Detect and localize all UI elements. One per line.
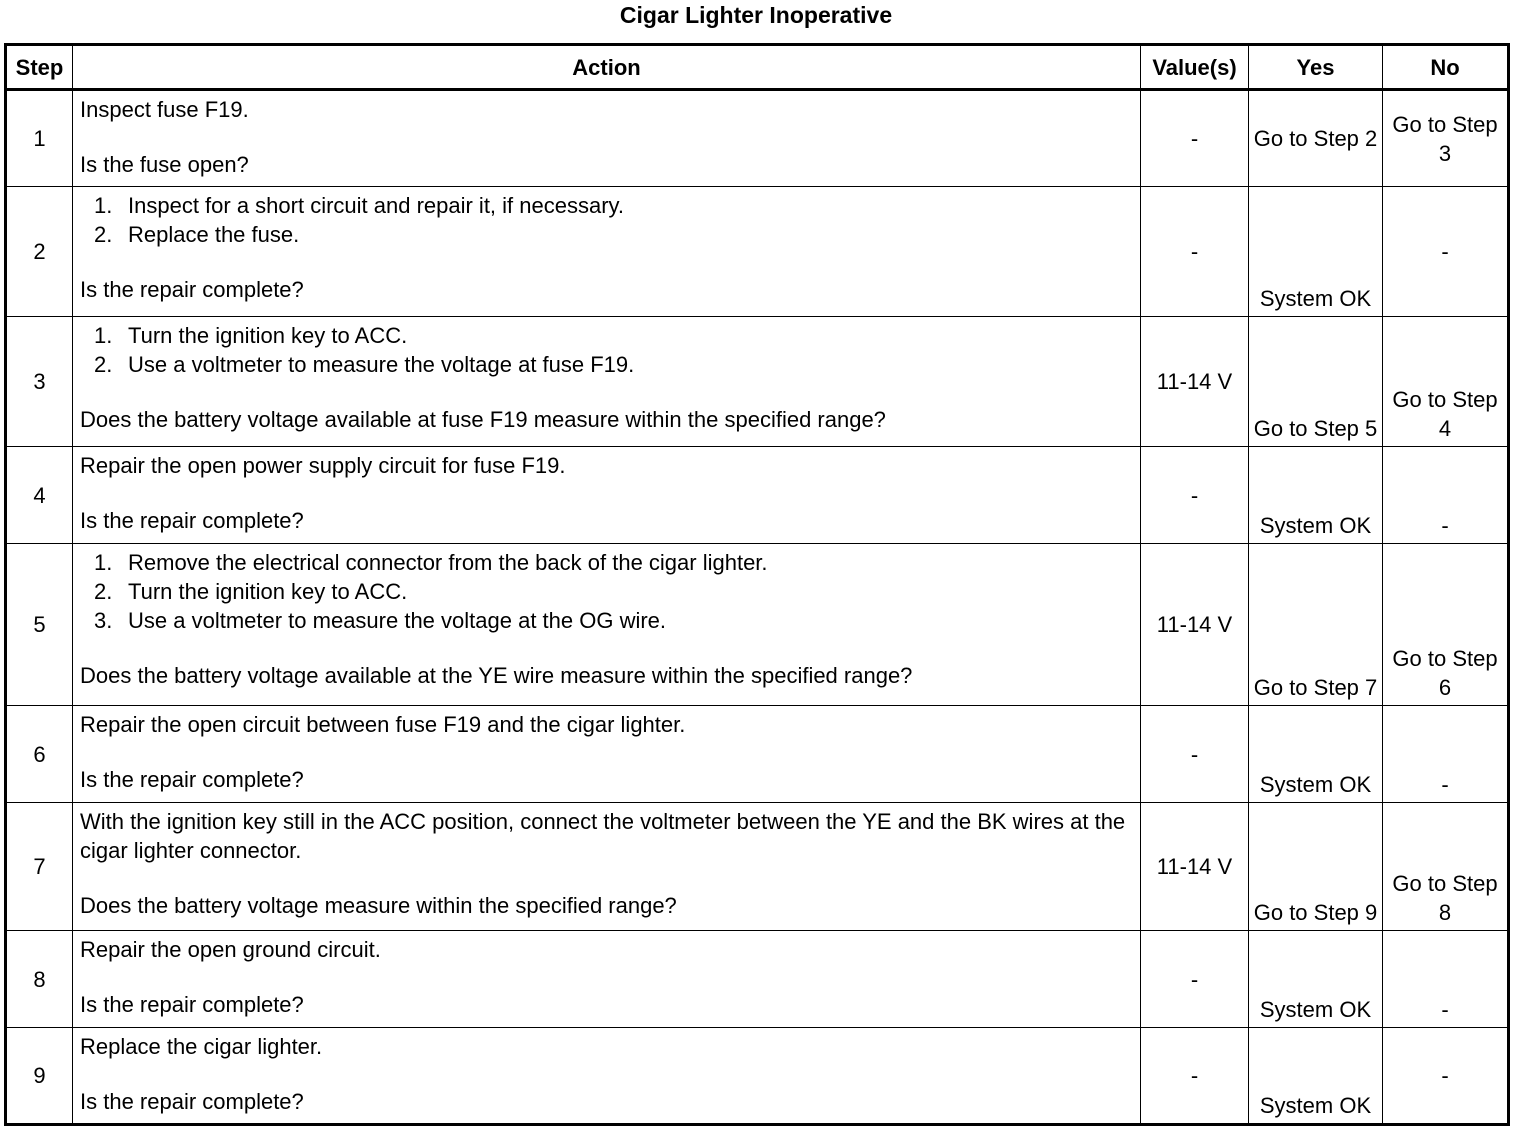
action-question: Is the repair complete? [80, 508, 304, 533]
action-cell [73, 803, 1141, 931]
step-cell: 6 [6, 706, 73, 803]
no-cell: - [1383, 1028, 1509, 1125]
action-question: Is the repair complete? [80, 277, 304, 302]
action-list-item [80, 191, 1134, 220]
no-cell: - [1383, 447, 1509, 544]
value-cell: - [1141, 1028, 1249, 1125]
yes-cell: Go to Step 7 [1249, 544, 1383, 706]
step-cell: 1 [6, 90, 73, 187]
action-step-list [80, 548, 1134, 635]
list-number: 3. [94, 608, 113, 633]
action-question: Is the fuse open? [80, 152, 249, 177]
header-no: No [1383, 45, 1509, 90]
action-cell [73, 544, 1141, 706]
diagnostic-table [4, 43, 1510, 1126]
step-cell: 2 [6, 187, 73, 317]
table-row [6, 931, 1509, 1028]
value-cell: 11-14 V [1141, 803, 1249, 931]
table-row [6, 317, 1509, 447]
header-yes: Yes [1249, 45, 1383, 90]
action-step-list [80, 321, 1134, 379]
step-cell: 5 [6, 544, 73, 706]
list-item-text: Turn the ignition key to ACC. [128, 579, 408, 604]
no-cell: - [1383, 187, 1509, 317]
yes-cell: System OK [1249, 706, 1383, 803]
list-number: 1. [94, 323, 113, 348]
table-row [6, 1028, 1509, 1125]
action-list-item [80, 577, 1134, 606]
action-list-item [80, 606, 1134, 635]
action-cell [73, 447, 1141, 544]
value-cell: 11-14 V [1141, 317, 1249, 447]
yes-cell: Go to Step 2 [1249, 90, 1383, 187]
no-cell: - [1383, 931, 1509, 1028]
no-cell: Go to Step 8 [1383, 803, 1509, 931]
action-list-item [80, 321, 1134, 350]
action-step-list [80, 191, 1134, 249]
yes-cell: Go to Step 5 [1249, 317, 1383, 447]
action-text: Repair the open circuit between fuse F19 and the cigar lighter. [80, 712, 686, 737]
no-cell: Go to Step 3 [1383, 90, 1509, 187]
action-text: Inspect fuse F19. [80, 97, 249, 122]
list-number: 2. [94, 352, 113, 377]
action-question: Is the repair complete? [80, 767, 304, 792]
action-question: Is the repair complete? [80, 1089, 304, 1114]
action-cell [73, 187, 1141, 317]
table-body [6, 90, 1509, 1125]
action-question: Does the battery voltage measure within the specified range? [80, 893, 677, 918]
value-cell: - [1141, 90, 1249, 187]
table-row [6, 706, 1509, 803]
action-text: With the ignition key still in the ACC position, connect the voltmeter between the YE and the BK wires at the cigar lighter connector. [80, 809, 1126, 863]
yes-cell: System OK [1249, 447, 1383, 544]
list-item-text: Replace the fuse. [128, 222, 300, 247]
header-row [6, 45, 1509, 90]
action-list-item [80, 548, 1134, 577]
action-cell [73, 90, 1141, 187]
no-cell: - [1383, 706, 1509, 803]
action-question: Does the battery voltage available at fuse F19 measure within the specified range? [80, 407, 886, 432]
value-cell: - [1141, 187, 1249, 317]
list-number: 2. [94, 579, 113, 604]
header-action: Action [73, 45, 1141, 90]
list-item-text: Inspect for a short circuit and repair it, if necessary. [128, 193, 625, 218]
step-cell: 4 [6, 447, 73, 544]
action-question: Is the repair complete? [80, 992, 304, 1017]
list-item-text: Remove the electrical connector from the back of the cigar lighter. [128, 550, 768, 575]
step-cell: 3 [6, 317, 73, 447]
action-list-item [80, 350, 1134, 379]
no-cell: Go to Step 6 [1383, 544, 1509, 706]
table-row [6, 90, 1509, 187]
no-cell: Go to Step 4 [1383, 317, 1509, 447]
value-cell: - [1141, 706, 1249, 803]
list-number: 1. [94, 193, 113, 218]
yes-cell: Go to Step 9 [1249, 803, 1383, 931]
table-row [6, 187, 1509, 317]
header-values: Value(s) [1141, 45, 1249, 90]
list-item-text: Use a voltmeter to measure the voltage at the OG wire. [128, 608, 667, 633]
action-question: Does the battery voltage available at the YE wire measure within the specified range? [80, 663, 913, 688]
action-list-item [80, 220, 1134, 249]
action-cell [73, 706, 1141, 803]
step-cell: 9 [6, 1028, 73, 1125]
yes-cell: System OK [1249, 1028, 1383, 1125]
value-cell: - [1141, 447, 1249, 544]
list-number: 1. [94, 550, 113, 575]
value-cell: 11-14 V [1141, 544, 1249, 706]
page-title: Cigar Lighter Inoperative [619, 2, 893, 28]
table-row [6, 544, 1509, 706]
yes-cell: System OK [1249, 931, 1383, 1028]
step-cell: 7 [6, 803, 73, 931]
action-cell [73, 931, 1141, 1028]
action-text: Replace the cigar lighter. [80, 1034, 323, 1059]
action-text: Repair the open power supply circuit for fuse F19. [80, 453, 566, 478]
header-step: Step [6, 45, 73, 90]
step-cell: 8 [6, 931, 73, 1028]
yes-cell: System OK [1249, 187, 1383, 317]
list-item-text: Use a voltmeter to measure the voltage at fuse F19. [128, 352, 635, 377]
value-cell: - [1141, 931, 1249, 1028]
action-cell [73, 317, 1141, 447]
list-number: 2. [94, 222, 113, 247]
table-row [6, 803, 1509, 931]
table-row [6, 447, 1509, 544]
action-text: Repair the open ground circuit. [80, 937, 381, 962]
list-item-text: Turn the ignition key to ACC. [128, 323, 408, 348]
action-cell [73, 1028, 1141, 1125]
